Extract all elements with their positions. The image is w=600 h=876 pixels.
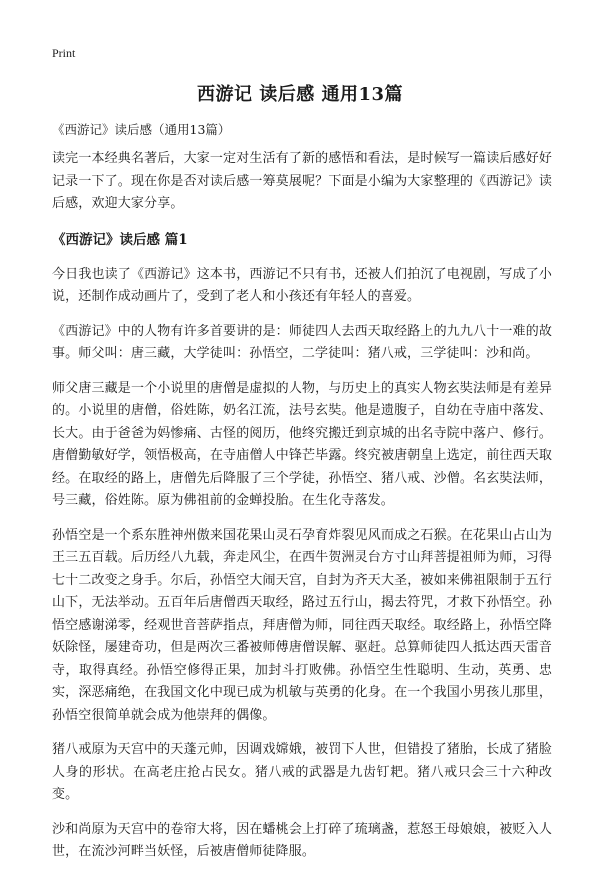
page-title: 西游记 读后感 通用13篇 [196, 84, 404, 105]
print-link[interactable]: Print [52, 46, 76, 60]
section-heading: 《西游记》读后感 篇1 [52, 231, 188, 248]
body-paragraph: 今日我也读了《西游记》这本书，西游记不只有书，还被人们拍沉了电视剧，写成了小说，还制作成动画片了，受到了老人和小孩还有年轻人的喜爱。 [52, 266, 552, 304]
body-paragraph: 沙和尚原为天宫中的卷帘大将，因在蟠桃会上打碎了琉璃盏，惹怒王母娘娘，被贬入人世，在流沙河畔当妖怪，后被唐僧师徒降服。 [52, 821, 552, 859]
body-paragraph: 《西游记》中的人物有许多首要讲的是：师徒四人去西天取经路上的九九八十一难的故事。师父叫：唐三藏，大学徒叫：孙悟空，二学徒叫：猪八戒，三学徒叫：沙和尚。 [52, 323, 552, 361]
body-paragraph: 猪八戒原为天宫中的天蓬元帅，因调戏嫦娥，被罚下人世，但错投了猪胎，长成了猪脸人身的形状。在高老庄抢占民女。猪八戒的武器是九齿钉耙。猪八戒只会三十六种改变。 [52, 742, 552, 802]
intro-paragraph: 读完一本经典名著后，大家一定对生活有了新的感悟和看法，是时候写一篇读后感好好记录一下了。现在你是否对读后感一筹莫展呢？下面是小编为大家整理的《西游记》读后感，欢迎大家分享。 [52, 151, 552, 211]
article-body [52, 148, 552, 876]
body-paragraph: 孙悟空是一个系东胜神州傲来国花果山灵石孕育炸裂见风而成之石猴。在花果山占山为王三五百载。后历经八九载，奔走风尘，在西牛贺洲灵台方寸山拜菩提祖师为师，习得七十二改变之身手。尔后，孙悟空大闹天宫，自封为齐天大圣，被如来佛祖限制于五行山下，无法举动。五百年后唐僧西天取经，路过五行山，揭去符咒，才救下孙悟空。孙悟空感谢涕零，经观世音菩萨指点，拜唐僧为师，同往西天取经。取经路上，孙悟空降妖除怪，屡建奇功，但是两次三番被师傅唐僧误解、驱赶。总算师徒四人抵达西天雷音寺，取得真经。孙悟空修得正果，加封斗打败佛。孙悟空生性聪明、生动，英勇、忠实，深恶痛绝，在我国文化中现已成为机敏与英勇的化身。在一个我国小男孩儿那里，孙悟空很简单就会成为他崇拜的偶像。 [52, 527, 552, 723]
body-paragraph: 师父唐三藏是一个小说里的唐僧是虚拟的人物，与历史上的真实人物玄奘法师是有差异的。小说里的唐僧，俗姓陈，奶名江流，法号玄奘。他是遗腹子，自幼在寺庙中落发、长大。由于爸爸为妈惨痛、古怪的阅历，他终究搬迁到京城的出名寺院中落户、修行。唐僧勤敏好学，领悟极高，在寺庙僧人中锋芒毕露。终究被唐朝皇上选定，前往西天取经。在取经的路上，唐僧先后降服了三个学徒，孙悟空、猪八戒、沙僧。名玄奘法师，号三藏，俗姓陈。原为佛祖前的金蝉投胎。在生化寺落发。 [52, 380, 552, 508]
document-subtitle: 《西游记》读后感（通用13篇） [52, 122, 231, 137]
